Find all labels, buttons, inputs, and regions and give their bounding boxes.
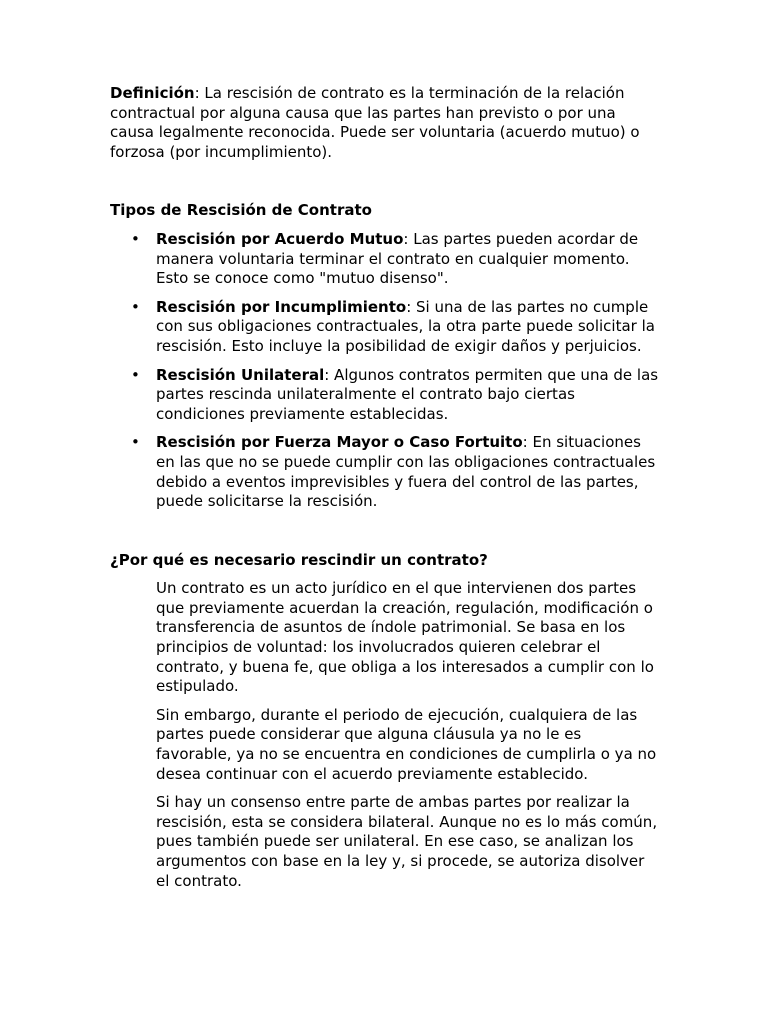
list-item-text: : Las partes pueden acordar de manera voluntaria terminar el contrato en cualquier momento. Esto se conoce como "mutuo disenso".	[156, 229, 639, 288]
list-item-term: Rescisión por Fuerza Mayor o Caso Fortuito	[156, 433, 523, 452]
list-item	[131, 297, 660, 357]
document-page	[110, 84, 660, 891]
list-item	[131, 229, 660, 289]
list-item	[131, 365, 660, 425]
list-item-text: : Algunos contratos permiten que una de las partes rescinda unilateralmente el contrato bajo ciertas condiciones previamente establecidas.	[156, 365, 659, 423]
types-heading: Tipos de Rescisión de Contrato	[110, 201, 372, 220]
list-item-term: Rescisión Unilateral	[156, 365, 325, 384]
list-item-text: : Si una de las partes no cumple con sus obligaciones contractuales, la otra parte puede solicitar la rescisión. Esto incluye la posibilidad de exigir daños y perjuicios.	[156, 297, 655, 355]
bullet-icon: •	[131, 433, 140, 452]
list-item	[131, 433, 660, 511]
types-list	[110, 230, 660, 512]
bullet-icon: •	[131, 229, 140, 248]
body-paragraph: Sin embargo, durante el periodo de ejecución, cualquiera de las partes puede considerar que alguna cláusula ya no le es favorable, ya no se encuentra en condiciones de cumplirla o ya no desea continuar con el acuerdo previamente establecido.	[156, 705, 657, 783]
list-item-term: Rescisión por Acuerdo Mutuo	[156, 229, 404, 248]
why-body	[110, 579, 660, 891]
list-item-text: : En situaciones en las que no se puede cumplir con las obligaciones contractuales debido a eventos imprevisibles y fuera del control de las partes, puede solicitarse la rescisión.	[156, 433, 656, 511]
body-paragraph: Un contrato es un acto jurídico en el que intervienen dos partes que previamente acuerdan la creación, regulación, modificación o transferencia de asuntos de índole patrimonial. Se basa en los principios de voluntad: los involucrados quieren celebrar el contrato, y buena fe, que obliga a los interesados a cumplir con lo estipulado.	[156, 579, 654, 696]
body-paragraph: Si hay un consenso entre parte de ambas partes por realizar la rescisión, esta se considera bilateral. Aunque no es lo más común, pues también puede ser unilateral. En ese caso, se analizan los argumentos con base en la ley y, si procede, se autoriza disolver el contrato.	[156, 793, 658, 890]
list-item-term: Rescisión por Incumplimiento	[156, 297, 407, 316]
bullet-icon: •	[131, 365, 140, 384]
definition-text: : La rescisión de contrato es la terminación de la relación contractual por alguna causa que las partes han previsto o por una causa legalmente reconocida. Puede ser voluntaria (acuerdo mutuo) o forzosa (por incumplimiento).	[110, 84, 640, 161]
definition-paragraph	[110, 84, 660, 162]
bullet-icon: •	[131, 297, 140, 316]
why-heading: ¿Por qué es necesario rescindir un contrato?	[110, 550, 488, 569]
definition-term: Definición	[110, 84, 195, 102]
